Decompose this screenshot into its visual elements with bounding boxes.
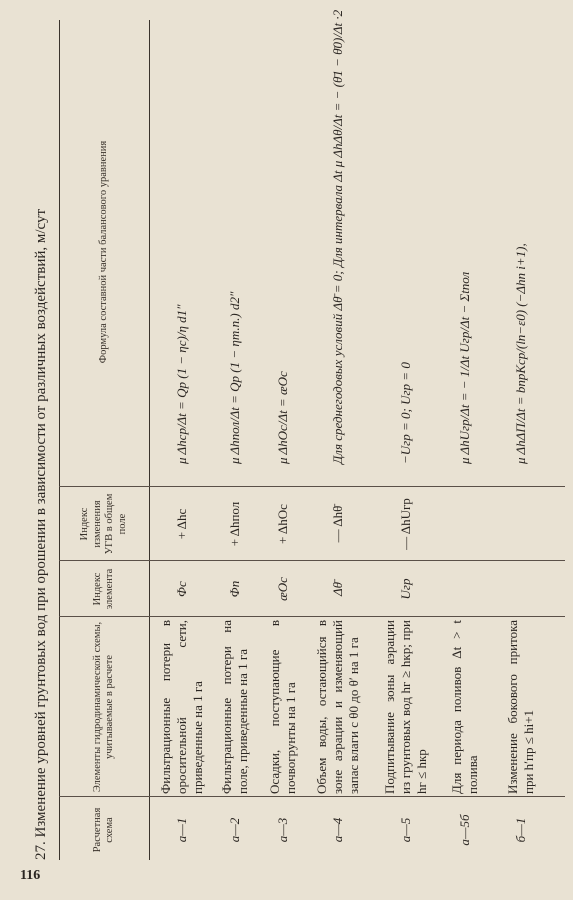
row-id: а—1 (174, 817, 189, 843)
row-element: Фильтрационные потери на поле, приведенные на 1 га (219, 620, 250, 794)
table-row (305, 9, 371, 860)
row-change: — ΔhUгр (398, 498, 413, 550)
row-index: Uгр (398, 578, 413, 600)
header-index-elem: Индекс элемента (91, 568, 115, 610)
row-change: + ΔhOc (275, 504, 290, 544)
row-change (441, 490, 489, 558)
row-element: Осадки, поступающие в почвогрунты на 1 га (267, 620, 298, 794)
header-top-rule (59, 20, 60, 860)
row-change: + Δhc (174, 508, 189, 540)
table-title: 27. Изменение уровней грунтовых вод при орошении в зависимости от различных воздействий, м/сут (33, 208, 49, 860)
row-index: Δθ̄ (330, 582, 345, 597)
row-element: Для периода поливов Δt > t полива (449, 620, 480, 794)
row-index (491, 564, 551, 614)
row-formula: μ ΔhUгр/Δt = − 1/Δt Uгр/Δt − Σtпол (457, 271, 472, 464)
header-bottom-rule (149, 20, 150, 860)
row-change: + Δhпол (227, 501, 242, 547)
rotated-table-page (25, 9, 565, 880)
row-formula: μ Δhcр/Δt = Qр (1 − ηc)/η d1″ (174, 304, 189, 464)
row-formula: −Uгр = 0; Uгр = 0 (398, 362, 413, 464)
header-formula: Формула составной части балансового уравнения (97, 140, 109, 364)
header-elements: Элементы гидродинамической схемы, учитываемые в расчете (91, 621, 115, 793)
row-id: а—5б (457, 814, 472, 846)
table-row (157, 20, 207, 860)
row-index: æOc (275, 577, 290, 601)
row-change: — Δhθ̄ (330, 505, 345, 543)
row-id: б—1 (513, 817, 528, 843)
row-index: Φc (174, 581, 189, 597)
table-row (441, 20, 489, 860)
row-element: Подпитывание зоны аэрации из грунтовых вод hг ≥ hкр; при hг ≤ hкр (382, 620, 429, 794)
table-row (263, 20, 303, 860)
row-id: а—3 (275, 817, 290, 843)
page-number: 116 (20, 868, 41, 883)
row-id: а—2 (227, 817, 242, 843)
header-index-change: Индекс изменения УГВ в общем поле (79, 493, 128, 555)
row-index: Φп (227, 580, 242, 598)
row-index (441, 564, 489, 614)
row-element: Изменение бокового притока при h′пр ≤ hi+1 (505, 620, 536, 794)
row-element: Объем воды, остающийся в зоне аэрации и изменяющий запас влаги с θ0 до θ′ на 1 га (314, 620, 361, 794)
row-formula: μ Δhпол/Δt = Qр (1 − ηт.п.) d2″ (227, 291, 242, 464)
row-id: а—4 (330, 817, 345, 843)
row-formula: Для среднегодовых условий Δθ̄ = 0; Для интервала Δt μ ΔhΔθ/Δt = − (θ̄1 − θ̄0)/Δt ·2 (330, 9, 345, 464)
table-row (209, 20, 261, 860)
row-id: а—5 (398, 817, 413, 843)
table-row (491, 20, 551, 860)
row-formula: μ ΔhΔП/Δt = bпрKср/(ln−ε0) (−Δhn i+1), (513, 243, 528, 464)
header-scheme: Расчетная схема (91, 807, 115, 853)
row-formula: μ ΔhOc/Δt = æOc (275, 371, 290, 464)
table-row (373, 20, 439, 860)
row-element: Фильтрационные потери в оросительной сети, приведенные на 1 га (158, 620, 205, 794)
row-change (491, 490, 551, 558)
